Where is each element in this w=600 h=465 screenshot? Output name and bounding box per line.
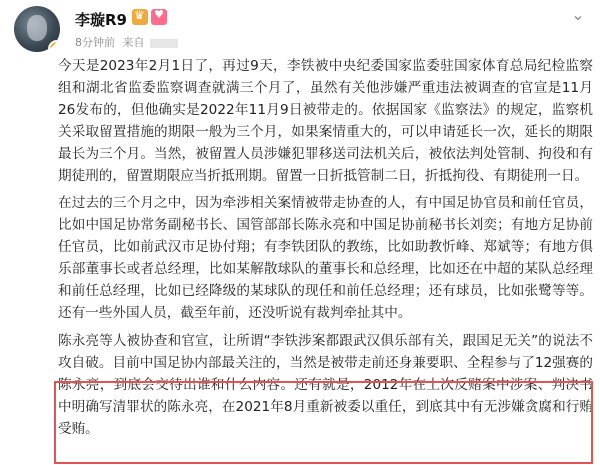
post-meta <box>75 34 178 50</box>
post-header <box>0 0 600 56</box>
post-body <box>58 56 593 446</box>
avatar[interactable] <box>14 6 60 52</box>
chevron-down-icon[interactable]: ⌄ <box>571 5 585 24</box>
post-paragraph: 陈永亮等人被协查和官宣，让所谓“李铁涉案都跟武汉俱乐部有关，跟国足无关”的说法不攻自破。目前中国足协内部最关注的，当然是被带走前还身兼要职、全程参与了12强赛的陈永亮，到底会交待出谁和什么内容。还有就是，2012年在上次反赌案中涉案、判决书中明确写清罪状的陈永亮，在2021年8月重新被委以重任，到底其中有无涉嫌贪腐和行贿受贿。 <box>58 332 593 437</box>
author-badges <box>132 9 167 27</box>
author-name[interactable]: 李璇R9 <box>75 11 127 29</box>
post-paragraph: 今天是2023年2月1日了，再过9天，李铁被中央纪委国家监委驻国家体育总局纪检监察组和湖北省监委监察调查就满三个月了，虽然有关他涉嫌严重违法被调查的官宣是11月26发布的，但他确实是2022年11月9日被带走的。依据国家《监察法》的规定，监察机关采取留置措施的期限一般为三个月，如果案情重大的，可以申请延长一次，延长的期限最长为三个月。当然，被留置人员涉嫌犯罪移送司法机关后，被依法判处管制、拘役和有期徒刑的，留置期限应当折抵刑期。留置一日折抵管制二日，折抵拘役、有期徒刑一日。 <box>58 58 593 184</box>
source-redacted <box>150 39 178 48</box>
crown-icon[interactable] <box>132 9 148 25</box>
post-time: 8分钟前 <box>75 36 115 49</box>
post-paragraph: 在过去的三个月之中，因为牵涉相关案情被带走协查的人，有中国足协官员和前任官员，比如中国足协常务副秘书长、国管部部长陈永亮和中国足协前秘书长刘奕；有地方足协前任官员，比如前武汉市足协付翔；有李铁团队的教练，比如助教忻峰、郑斌等；有地方俱乐部董事长或者总经理，比如某解散球队的董事长和总经理，比如还在中超的某队总经理和前任总经理，比如已经降级的某球队的现任和前任总经理；还有球员，比如张鹭等等。还有一些外国人员，截至年前，还没听说有裁判牵扯其中。 <box>58 195 593 321</box>
avatar-figure <box>27 15 47 41</box>
source-label: 来自 <box>122 36 145 49</box>
verified-badge-icon: V <box>48 40 60 52</box>
heart-icon[interactable] <box>151 9 167 25</box>
